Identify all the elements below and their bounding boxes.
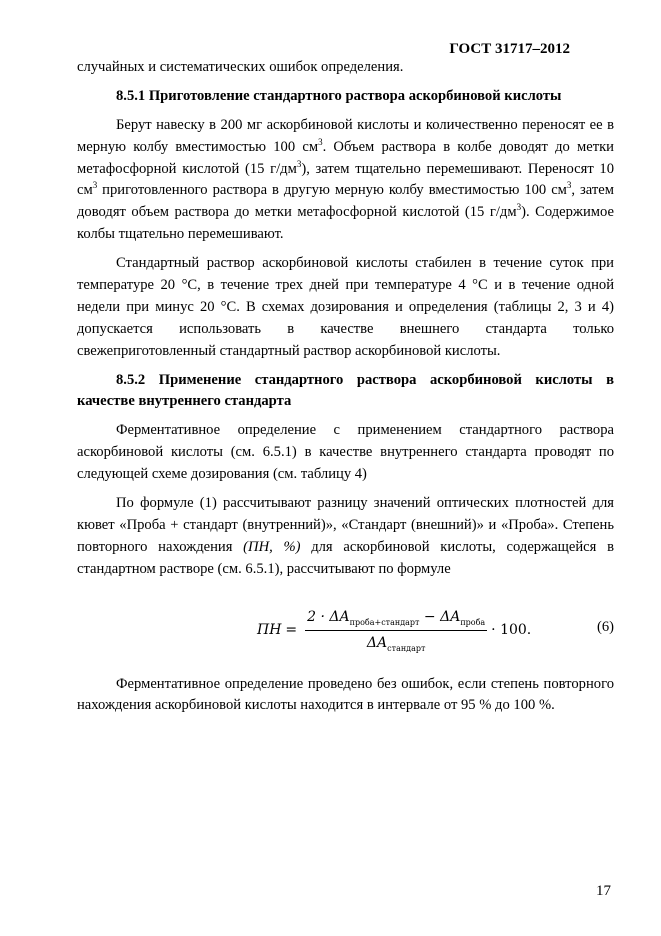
- formula-subscript: стандарт: [387, 644, 426, 654]
- formula-numerator: [305, 607, 487, 632]
- formula-denominator: [367, 631, 425, 655]
- formula-term: − ΔA: [419, 608, 461, 625]
- section-heading-8-5-1: 8.5.1 Приготовление стандартного раствора аскорбиновой кислоты: [116, 87, 562, 104]
- continuation-paragraph: случайных и систематических ошибок определения.: [77, 59, 404, 75]
- formula-term: 2 · ΔA: [307, 608, 350, 625]
- formula-multiplier: · 100.: [491, 622, 532, 639]
- formula-lhs: ПН: [257, 622, 282, 639]
- text-fragment: ). Содержимое колбы тщательно перемешивают.: [77, 204, 614, 243]
- formula-term: ΔA: [366, 635, 388, 652]
- text-fragment: для аскорбиновой кислоты, содержащейся в стандартном растворе (см. 6.5.1), рассчитывают по формуле: [77, 538, 614, 577]
- formula-block: [77, 603, 614, 667]
- section-heading-8-5-2: 8.5.2 Применение стандартного раствора аскорбиновой кислоты в качестве внутреннего стандарта: [77, 371, 614, 410]
- text-fragment: По формуле (1) рассчитывают разницу значений оптических плотностей для кювет «Проба + стандарт (внутренний)», «Стандарт (внешний)» и «Проба». Степень повторного нахождения: [77, 495, 614, 555]
- paragraph-preparation: [77, 115, 614, 246]
- formula-subscript: проба+стандарт: [349, 617, 420, 627]
- document-code-header: ГОСТ 31717–2012: [449, 41, 570, 57]
- superscript: 3: [516, 202, 522, 213]
- superscript: 3: [318, 136, 323, 147]
- text-fragment: приготовленного раствора в другую мерную колбу вместимостью 100 см: [97, 182, 567, 199]
- page-number: 17: [596, 883, 611, 899]
- paragraph-conclusion: Ферментативное определение проведено без ошибок, если степень повторного нахождения аскорбиновой кислоты находится в интервале от 95 % до 100 %.: [77, 675, 614, 714]
- superscript: 3: [296, 158, 302, 169]
- recovery-formula: [257, 607, 531, 656]
- page-content: [77, 57, 614, 717]
- superscript: 3: [92, 180, 98, 191]
- superscript: 3: [566, 180, 572, 191]
- formula-fraction: [305, 607, 487, 656]
- text-fragment: ), затем тщательно перемешивают. Переносят 10 см: [77, 160, 614, 199]
- paragraph-formula-intro: [77, 493, 614, 581]
- formula-equals: =: [285, 622, 298, 639]
- paragraph-internal-standard: Ферментативное определение с применением стандартного раствора аскорбиновой кислоты (см. 6.5.1) в качестве внутреннего стандарта проводят по следующей схеме дозирования (см. таблицу 4): [77, 422, 614, 483]
- paragraph-stability: Стандартный раствор аскорбиновой кислоты стабилен в течение суток при температуре 20 °С, в течение трех дней при температуре 4 °С и в течение одной недели при минус 20 °С. В схемах дозирования и определения (таблицы 2, 3 и 4) допускается использовать в качестве внешнего стандарта только свежеприготовленный стандартный раствор аскорбиновой кислоты.: [77, 255, 614, 359]
- text-fragment: , затем доводят объем раствора до метки метафосфорной кислотой (15 г/дм: [77, 182, 614, 221]
- formula-subscript: проба: [460, 617, 486, 627]
- italic-fragment: (ПН, %): [243, 538, 301, 555]
- text-fragment: . Объем раствора в колбе доводят до метки метафосфорной кислотой (15 г/дм: [77, 138, 614, 177]
- equation-number: (6): [596, 618, 614, 635]
- text-fragment: Берут навеску в 200 мг аскорбиновой кислоты и количественно переносят ее в мерную колбу вместимостью 100 см: [77, 116, 614, 155]
